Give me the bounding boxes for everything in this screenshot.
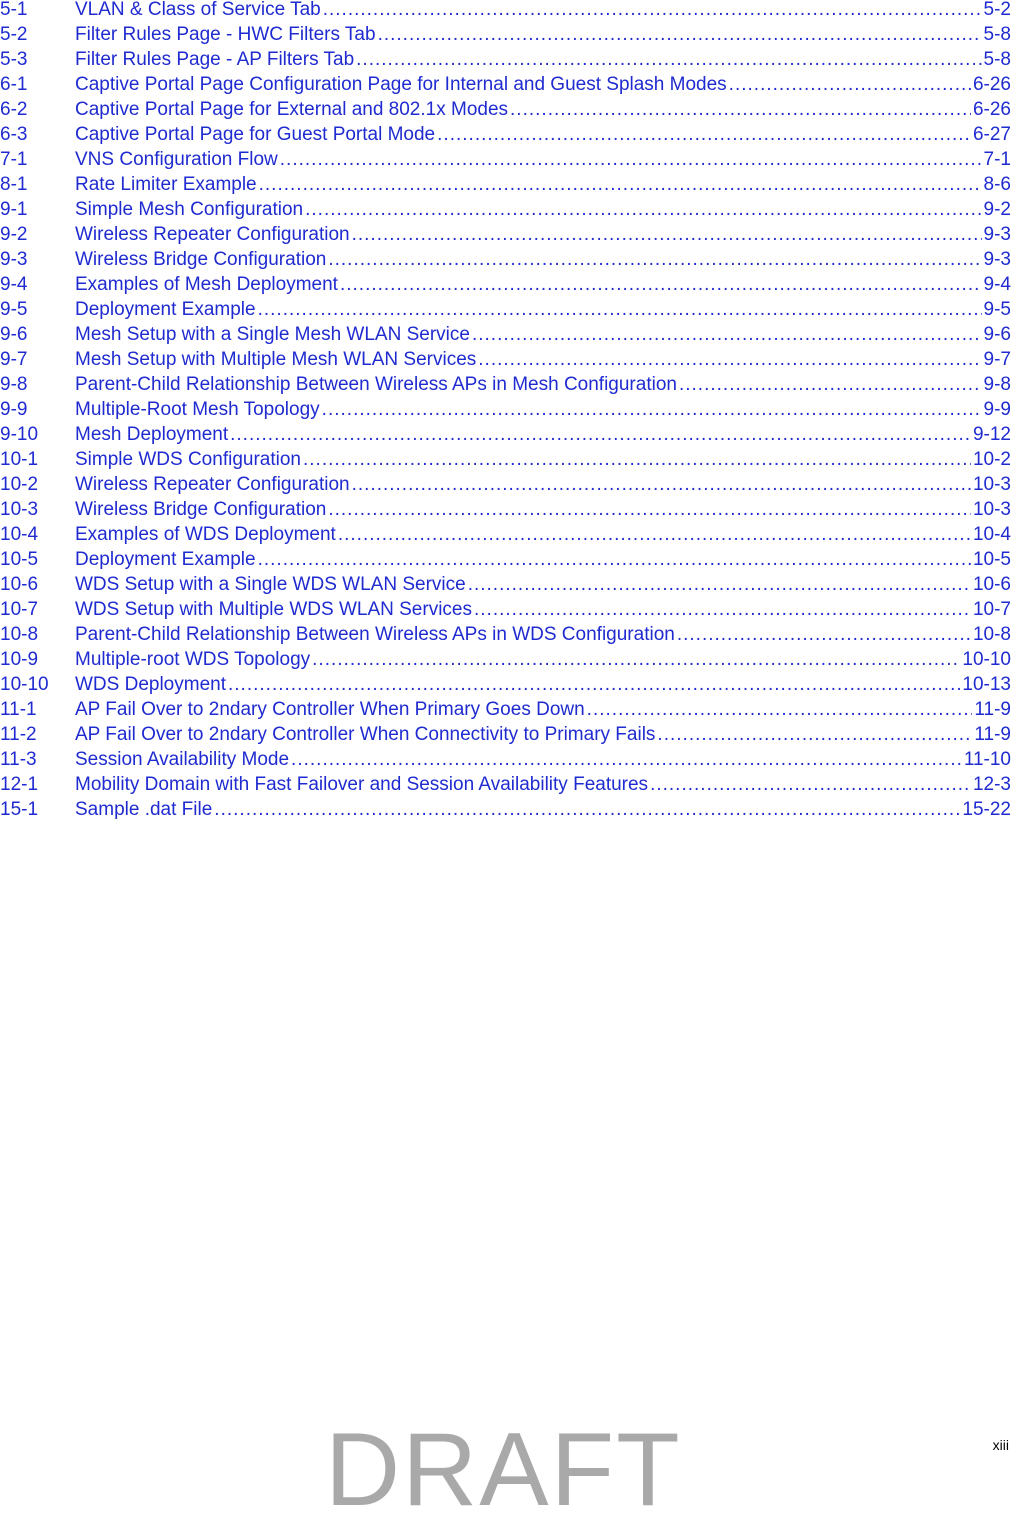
figure-title-link[interactable]: VLAN & Class of Service Tab [75,0,321,20]
entry-line [75,100,1011,120]
figure-title-link[interactable]: VNS Configuration Flow [75,150,278,170]
dot-leader [650,775,971,795]
dot-leader [356,50,981,70]
entry-line [75,400,1011,420]
toc-entry[interactable] [0,775,1011,800]
figure-number: 5-3 [0,49,28,70]
entry-line [75,625,1011,645]
dot-leader [305,200,981,220]
toc-entry[interactable] [0,225,1011,250]
figure-title-link[interactable]: WDS Deployment [75,675,226,695]
toc-entry[interactable] [0,325,1011,350]
figure-title-link[interactable]: Mesh Setup with a Single Mesh WLAN Service [75,325,470,345]
figure-number: 9-6 [0,324,28,345]
page-reference-link[interactable]: 10-13 [962,675,1011,695]
toc-entry[interactable] [0,550,1011,575]
entry-line [75,175,1011,195]
figure-number: 7-1 [0,149,28,170]
entry-line [75,150,1011,170]
toc-entry[interactable] [0,500,1011,525]
entry-line [75,375,1011,395]
dot-leader [258,300,982,320]
toc-entry[interactable] [0,725,1011,750]
figure-number: 10-4 [0,524,39,545]
toc-entry[interactable] [0,50,1011,75]
toc-entry[interactable] [0,275,1011,300]
toc-entry[interactable] [0,300,1011,325]
page-reference-link[interactable]: 9-2 [983,200,1011,220]
dot-leader [378,25,982,45]
figure-number: 5-1 [0,0,28,20]
dot-leader [328,250,981,270]
figure-title-link[interactable]: Session Availability Mode [75,750,290,770]
figure-number: 6-2 [0,99,28,120]
figure-number: 10-9 [0,649,39,670]
entry-line [75,250,1011,270]
dot-leader [657,725,972,745]
entry-line [75,750,1011,770]
entry-line [75,475,1011,495]
toc-entry[interactable] [0,475,1011,500]
toc-entry[interactable] [0,200,1011,225]
figure-title-link[interactable]: Deployment Example [75,550,256,570]
dot-leader [677,625,971,645]
dot-leader [679,375,982,395]
figure-number: 9-4 [0,274,28,295]
figure-title-link[interactable]: Parent-Child Relationship Between Wireless APs in WDS Configuration [75,625,675,645]
figure-number: 9-9 [0,399,28,420]
toc-entry[interactable] [0,125,1011,150]
page-reference-link[interactable]: 6-27 [972,125,1011,145]
entry-line [75,25,1011,45]
figure-number: 10-3 [0,499,39,520]
dot-leader [230,425,971,445]
figure-number: 10-6 [0,574,39,595]
dot-leader [228,675,960,695]
dot-leader [468,575,971,595]
toc-entry[interactable] [0,650,1011,675]
page-reference-link[interactable]: 8-6 [983,175,1011,195]
toc-entry[interactable] [0,450,1011,475]
entry-line [75,550,1011,570]
figure-title-link[interactable]: Examples of WDS Deployment [75,525,336,545]
figure-number: 9-2 [0,224,28,245]
page-reference-link[interactable]: 9-7 [983,350,1011,370]
figure-number: 9-5 [0,299,28,320]
figure-title-link[interactable]: Captive Portal Page Configuration Page for Internal and Guest Splash Modes [75,75,727,95]
page-reference-link[interactable]: 10-2 [972,450,1011,470]
toc-entry[interactable] [0,700,1011,725]
page-reference-link[interactable]: 15-22 [962,800,1011,820]
page-reference-link[interactable]: 5-8 [983,25,1011,45]
dot-leader [510,100,971,120]
toc-entry[interactable] [0,175,1011,200]
page-number: xiii [992,1437,1009,1453]
toc-entry[interactable] [0,675,1011,700]
entry-line [75,0,1011,20]
entry-line [75,800,1011,820]
dot-leader [280,150,982,170]
dot-leader [328,500,971,520]
figure-title-link[interactable]: AP Fail Over to 2ndary Controller When Primary Goes Down [75,700,585,720]
dot-leader [303,450,971,470]
toc-entry[interactable] [0,25,1011,50]
toc-entry[interactable] [0,100,1011,125]
dot-leader [340,275,982,295]
dot-leader [312,650,960,670]
page-reference-link[interactable]: 11-9 [974,700,1011,720]
entry-line [75,275,1011,295]
figure-number: 6-3 [0,124,28,145]
toc-entry[interactable] [0,575,1011,600]
page-reference-link[interactable]: 10-7 [972,600,1011,620]
entry-line [75,225,1011,245]
page-reference-link[interactable]: 9-4 [983,275,1011,295]
figure-number: 9-7 [0,349,28,370]
dot-leader [291,750,962,770]
entry-line [75,300,1011,320]
toc-entry[interactable] [0,75,1011,100]
figure-title-link[interactable]: Rate Limiter Example [75,175,257,195]
figure-title-link[interactable]: Wireless Repeater Configuration [75,475,350,495]
figure-title-link[interactable]: WDS Setup with a Single WDS WLAN Service [75,575,466,595]
entry-line [75,575,1011,595]
dot-leader [587,700,973,720]
entry-line [75,675,1011,695]
entry-line [75,650,1011,670]
figure-title-link[interactable]: Examples of Mesh Deployment [75,275,338,295]
figure-title-link[interactable]: Wireless Repeater Configuration [75,225,350,245]
dot-leader [338,525,971,545]
figure-number: 5-2 [0,24,28,45]
figure-number: 10-2 [0,474,39,495]
dot-leader [474,600,971,620]
figure-title-link[interactable]: Simple Mesh Configuration [75,200,304,220]
figure-title-link[interactable]: Wireless Bridge Configuration [75,250,327,270]
figure-number: 15-1 [0,799,39,820]
entry-line [75,600,1011,620]
page-reference-link[interactable]: 9-8 [983,375,1011,395]
entry-line [75,525,1011,545]
page-reference-link[interactable]: 5-8 [983,50,1011,70]
toc-entry[interactable] [0,375,1011,400]
page-reference-link[interactable]: 9-3 [983,225,1011,245]
entry-line [75,50,1011,70]
page-reference-link[interactable]: 11-9 [974,725,1011,745]
page-reference-link[interactable]: 10-10 [962,650,1011,670]
toc-entry[interactable] [0,800,1011,825]
page-reference-link[interactable]: 11-10 [963,750,1011,770]
page-reference-link[interactable]: 5-2 [983,0,1011,20]
figure-number: 10-5 [0,549,39,570]
toc-entry[interactable] [0,350,1011,375]
figure-number: 11-1 [0,699,37,720]
toc-entry[interactable] [0,525,1011,550]
figure-title-link[interactable]: WDS Setup with Multiple WDS WLAN Services [75,600,472,620]
entry-line [75,125,1011,145]
figure-title-link[interactable]: Multiple-Root Mesh Topology [75,400,320,420]
toc-entry[interactable] [0,150,1011,175]
entry-line [75,725,1011,745]
figure-number: 9-10 [0,424,39,445]
figure-number: 6-1 [0,74,28,95]
dot-leader [322,400,982,420]
figure-number: 10-10 [0,674,49,695]
figure-number: 9-8 [0,374,28,395]
dot-leader [323,0,982,20]
figure-title-link[interactable]: Captive Portal Page for External and 802.1x Modes [75,100,509,120]
figure-number: 10-7 [0,599,39,620]
toc-entry[interactable] [0,0,1011,25]
figure-number: 10-1 [0,449,39,470]
page-reference-link[interactable]: 7-1 [983,150,1011,170]
figure-title-link[interactable]: Mesh Setup with Multiple Mesh WLAN Services [75,350,477,370]
figure-number: 12-1 [0,774,39,795]
page-reference-link[interactable]: 12-3 [972,775,1011,795]
page-reference-link[interactable]: 9-9 [983,400,1011,420]
dot-leader [478,350,981,370]
page-reference-link[interactable]: 9-5 [983,300,1011,320]
entry-line [75,425,1011,445]
dot-leader [214,800,960,820]
figure-title-link[interactable]: Sample .dat File [75,800,213,820]
dot-leader [729,75,971,95]
dot-leader [352,225,982,245]
figure-number: 11-2 [0,724,37,745]
draft-watermark: DRAFT [325,1412,682,1528]
dot-leader [437,125,971,145]
page-reference-link[interactable]: 9-3 [983,250,1011,270]
figure-title-link[interactable]: AP Fail Over to 2ndary Controller When Connectivity to Primary Fails [75,725,656,745]
figure-title-link[interactable]: Filter Rules Page - HWC Filters Tab [75,25,376,45]
page-reference-link[interactable]: 10-6 [972,575,1011,595]
figure-title-link[interactable]: Filter Rules Page - AP Filters Tab [75,50,355,70]
figure-number: 9-3 [0,249,28,270]
figure-number: 9-1 [0,199,28,220]
entry-line [75,75,1011,95]
figure-title-link[interactable]: Mobility Domain with Fast Failover and Session Availability Features [75,775,649,795]
page-reference-link[interactable]: 10-5 [972,550,1011,570]
toc-entry[interactable] [0,400,1011,425]
toc-entry[interactable] [0,600,1011,625]
figure-title-link[interactable]: Multiple-root WDS Topology [75,650,311,670]
figure-title-link[interactable]: Mesh Deployment [75,425,229,445]
entry-line [75,500,1011,520]
page-reference-link[interactable]: 10-3 [972,475,1011,495]
figure-number: 10-8 [0,624,39,645]
page-reference-link[interactable]: 10-8 [972,625,1011,645]
page-reference-link[interactable]: 9-12 [972,425,1011,445]
toc-entry[interactable] [0,425,1011,450]
page-reference-link[interactable]: 6-26 [972,75,1011,95]
entry-line [75,775,1011,795]
figure-title-link[interactable]: Simple WDS Configuration [75,450,301,470]
dot-leader [258,550,971,570]
dot-leader [472,325,982,345]
page-reference-link[interactable]: 6-26 [972,100,1011,120]
entry-line [75,325,1011,345]
figure-number: 8-1 [0,174,28,195]
figure-title-link[interactable]: Captive Portal Page for Guest Portal Mode [75,125,436,145]
entry-line [75,450,1011,470]
page-reference-link[interactable]: 9-6 [983,325,1011,345]
dot-leader [352,475,971,495]
dot-leader [259,175,982,195]
page-reference-link[interactable]: 10-3 [972,500,1011,520]
toc-entry[interactable] [0,250,1011,275]
figure-number: 11-3 [0,749,37,770]
figure-title-link[interactable]: Deployment Example [75,300,256,320]
page-reference-link[interactable]: 10-4 [972,525,1011,545]
entry-line [75,700,1011,720]
toc-entry[interactable] [0,750,1011,775]
figure-title-link[interactable]: Parent-Child Relationship Between Wireless APs in Mesh Configuration [75,375,677,395]
entry-line [75,350,1011,370]
entry-line [75,200,1011,220]
toc-entry[interactable] [0,625,1011,650]
figure-title-link[interactable]: Wireless Bridge Configuration [75,500,327,520]
